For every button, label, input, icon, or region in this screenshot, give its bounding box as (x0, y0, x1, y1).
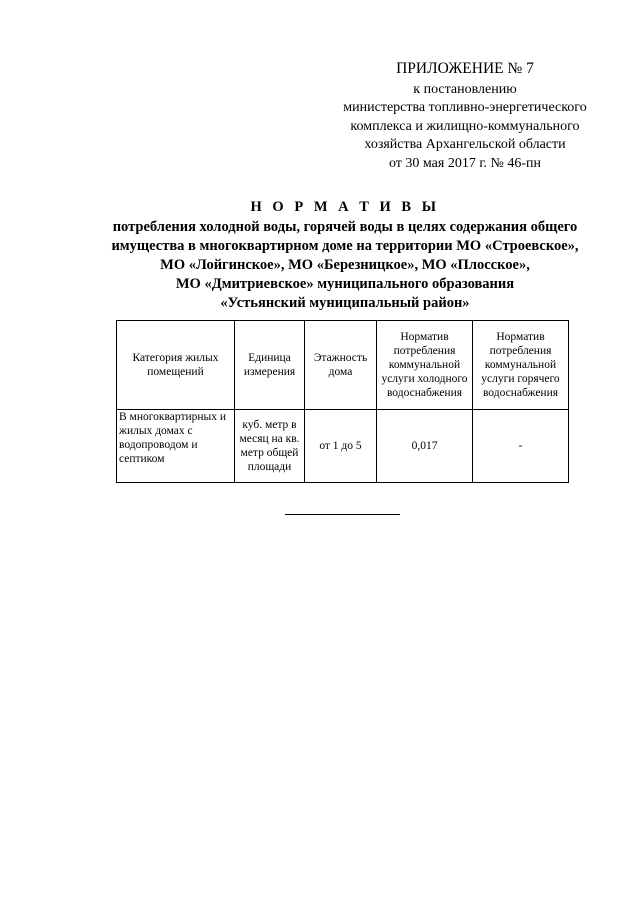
appendix-line: комплекса и жилищно-коммунального (350, 118, 580, 134)
heading-line: МО «Дмитриевское» муниципального образования (175, 276, 515, 292)
heading-line: потребления холодной воды, горячей воды в целях содержания общего (112, 219, 578, 235)
header-cell-hot-water: Норматив потребления коммунальной услуги горячего водоснабжения (473, 321, 569, 410)
header-cell-cold-water: Норматив потребления коммунальной услуги холодного водоснабжения (377, 321, 473, 410)
heading-line: «Устьянский муниципальный район» (220, 295, 470, 311)
bottom-divider (285, 514, 400, 515)
table-header-row (117, 321, 569, 410)
norms-table (116, 320, 569, 483)
appendix-block (320, 60, 610, 173)
table-row (117, 410, 569, 483)
document-heading (60, 198, 630, 313)
appendix-line: министерства топливно-энергетического (343, 100, 587, 115)
heading-line: имущества в многоквартирном доме на территории МО «Строевское», (111, 238, 579, 254)
cell-category: В многоквартирных и жилых домах с водопроводом и септиком (117, 410, 235, 483)
appendix-line: хозяйства Архангельской области (364, 137, 566, 152)
document-title: Н О Р М А Т И В Ы (250, 199, 440, 215)
heading-line: МО «Лойгинское», МО «Березницкое», МО «Плосское», (160, 257, 530, 273)
header-cell-unit: Единица измерения (235, 321, 305, 410)
header-cell-category: Категория жилых помещений (117, 321, 235, 410)
cell-hot-water: - (473, 410, 569, 483)
appendix-line: от 30 мая 2017 г. № 46-пн (388, 155, 542, 171)
appendix-title: ПРИЛОЖЕНИЕ № 7 (396, 60, 534, 77)
appendix-line: к постановлению (413, 81, 517, 97)
cell-cold-water: 0,017 (377, 410, 473, 483)
cell-unit: куб. метр в месяц на кв. метр общей площади (235, 410, 305, 483)
cell-floors: от 1 до 5 (305, 410, 377, 483)
header-cell-floors: Этажность дома (305, 321, 377, 410)
